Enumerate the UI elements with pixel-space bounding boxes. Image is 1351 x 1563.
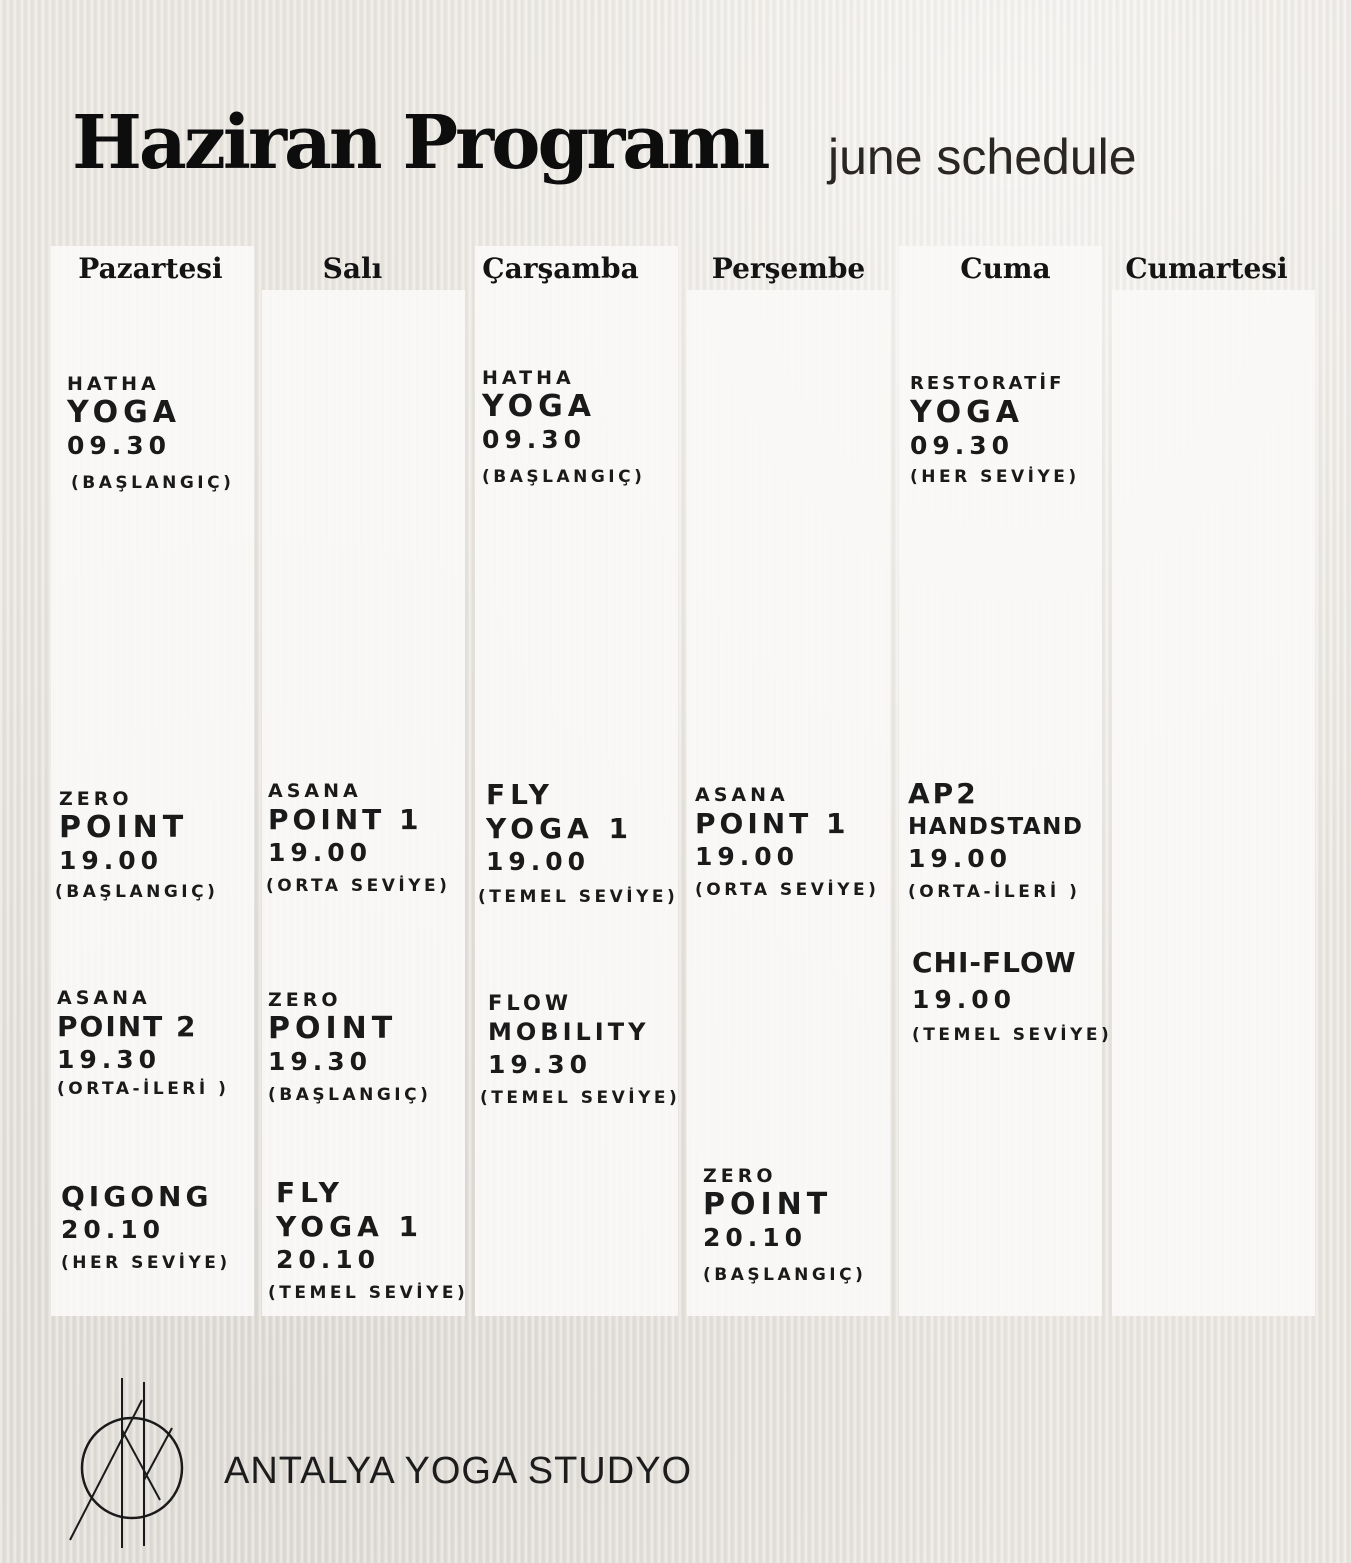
class-time: 20.10 <box>61 1215 166 1244</box>
class-level: (TEMEL SEVİYE) <box>480 1088 681 1108</box>
class-name-line1: AP2 <box>908 777 979 810</box>
class-name-line2: HANDSTAND <box>908 814 1084 840</box>
class-time: 09.30 <box>910 431 1015 460</box>
class-name-line1: ZERO <box>59 788 133 810</box>
class-name-line1: FLY <box>486 778 554 811</box>
class-time: 09.30 <box>67 431 172 460</box>
class-time: 20.10 <box>703 1223 808 1252</box>
class-level: (BAŞLANGIÇ) <box>482 467 646 487</box>
class-block <box>57 986 229 1104</box>
class-name-line1: ASANA <box>268 780 362 802</box>
class-block <box>268 779 450 901</box>
day-header-thursday: Perşembe <box>711 252 866 285</box>
class-name-line2: YOGA 1 <box>276 1210 423 1243</box>
class-name-line2: POINT 2 <box>57 1010 198 1043</box>
class-level: (ORTA SEVİYE) <box>695 880 880 900</box>
class-name-line1: ZERO <box>703 1165 777 1187</box>
column-saturday <box>1112 290 1315 1316</box>
class-name-line2: MOBILITY <box>488 1018 650 1046</box>
class-block <box>67 372 234 498</box>
class-level: (BAŞLANGIÇ) <box>71 473 235 493</box>
class-block <box>695 783 879 905</box>
class-level: (ORTA SEVİYE) <box>266 876 451 896</box>
class-block <box>482 366 645 492</box>
class-level: (ORTA-İLERİ ) <box>908 882 1081 902</box>
class-name-line2: POINT <box>703 1187 833 1222</box>
class-name-line2: YOGA <box>910 395 1024 430</box>
class-name-line1: ASANA <box>57 987 151 1009</box>
class-name-line2: YOGA <box>67 395 181 430</box>
class-name-line2: YOGA 1 <box>486 812 633 845</box>
class-level: (BAŞLANGIÇ) <box>268 1085 432 1105</box>
day-header-wednesday: Çarşamba <box>482 252 639 285</box>
class-time: 19.00 <box>912 985 1017 1014</box>
class-time: 19.00 <box>268 838 373 867</box>
class-name-line1: CHI-FLOW <box>912 946 1077 979</box>
class-block <box>268 1176 469 1308</box>
class-level: (TEMEL SEVİYE) <box>268 1283 469 1303</box>
class-block <box>910 372 1080 492</box>
class-name-line2: POINT <box>268 1011 398 1046</box>
class-time: 20.10 <box>276 1245 381 1274</box>
page-title: Haziran Programı <box>72 100 768 186</box>
class-block <box>478 778 679 912</box>
class-level: (TEMEL SEVİYE) <box>912 1025 1113 1045</box>
class-level: (ORTA-İLERİ ) <box>57 1079 230 1099</box>
class-time: 19.00 <box>486 847 591 876</box>
class-time: 19.00 <box>59 846 164 875</box>
class-name-line2: POINT <box>59 810 189 845</box>
class-name-line2: YOGA <box>482 389 596 424</box>
class-name-line2: POINT 1 <box>268 803 423 836</box>
studio-logo-icon <box>60 1370 200 1550</box>
class-block <box>703 1164 866 1290</box>
class-level: (HER SEVİYE) <box>61 1253 231 1273</box>
class-time: 19.00 <box>908 844 1013 873</box>
class-name-line1: ASANA <box>695 784 789 806</box>
class-time: 19.30 <box>488 1050 593 1079</box>
class-name-line1: HATHA <box>482 367 575 389</box>
class-name-line1: FLY <box>276 1176 344 1209</box>
class-level: (TEMEL SEVİYE) <box>478 887 679 907</box>
class-block <box>55 787 219 907</box>
class-name-line1: FLOW <box>488 991 572 1015</box>
class-block <box>268 988 431 1110</box>
day-header-tuesday: Salı <box>322 252 383 285</box>
class-name-line1: ZERO <box>268 989 342 1011</box>
class-name-line2: POINT 1 <box>695 807 850 840</box>
class-level: (BAŞLANGIÇ) <box>55 882 219 902</box>
class-name-line1: HATHA <box>67 373 160 395</box>
class-block <box>908 777 1084 907</box>
class-time: 19.30 <box>57 1045 162 1074</box>
class-time: 19.30 <box>268 1047 373 1076</box>
class-time: 09.30 <box>482 425 587 454</box>
class-block <box>912 946 1112 1050</box>
class-block <box>480 991 681 1113</box>
studio-brand-name: ANTALYA YOGA STUDYO <box>224 1450 693 1492</box>
day-header-monday: Pazartesi <box>78 252 223 285</box>
class-level: (BAŞLANGIÇ) <box>703 1265 867 1285</box>
class-level: (HER SEVİYE) <box>910 467 1080 487</box>
class-block <box>61 1180 231 1278</box>
day-header-friday: Cuma <box>960 252 1051 285</box>
class-name-line1: QIGONG <box>61 1180 213 1213</box>
class-name-line1: RESTORATİF <box>910 373 1065 394</box>
class-time: 19.00 <box>695 842 800 871</box>
day-header-saturday: Cumartesi <box>1125 252 1288 285</box>
page-subtitle: june schedule <box>828 129 1137 185</box>
